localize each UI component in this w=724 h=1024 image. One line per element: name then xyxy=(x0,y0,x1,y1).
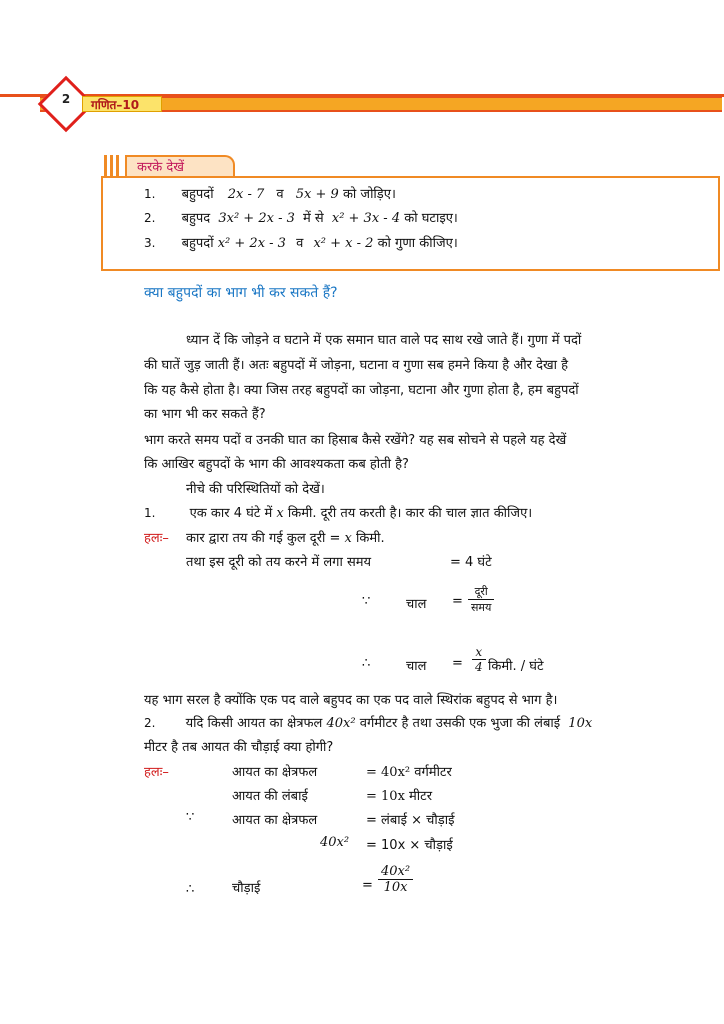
paragraph-line: नीचे की परिस्थितियों को देखें। xyxy=(186,482,325,497)
example-2-question-cont: मीटर है तब आयत की चौड़ाई क्या होगी? xyxy=(144,740,334,755)
fraction-x-over-4 xyxy=(472,645,486,674)
equals-sign: = xyxy=(452,656,463,671)
paragraph-line: का भाग भी कर सकते हैं? xyxy=(144,407,266,422)
solution-text: कार द्वारा तय की गई कुल दूरी = xyxy=(186,531,341,546)
item-expr: x² + 3x - 4 xyxy=(331,211,401,226)
item-expr: 2x - 7 xyxy=(227,187,265,202)
fraction-width xyxy=(378,864,413,895)
since-symbol: ∵ xyxy=(186,810,195,825)
since-symbol: ∵ xyxy=(362,594,371,609)
item-expr: x² + x - 2 xyxy=(313,236,374,251)
item-expr: 3x² + 2x - 3 xyxy=(218,211,295,226)
tab-stripe xyxy=(116,155,119,177)
item-text: को घटाइए। xyxy=(404,211,458,226)
example-number: 1. xyxy=(144,506,156,520)
solution-label: हलः– xyxy=(144,531,169,546)
page-number: 2 xyxy=(61,92,71,106)
row-lhs: 40x² xyxy=(320,835,350,850)
question-text: किमी. दूरी तय करती है। कार की चाल ज्ञात कीजिए। xyxy=(287,506,533,521)
paragraph-line: भाग करते समय पदों व उनकी घात का हिसाब कैसे रखेंगे? यह सब सोचने से पहले यह देखें xyxy=(144,433,567,448)
question-text: एक कार 4 घंटे में xyxy=(189,506,273,521)
row-rhs: = 10x × चौड़ाई xyxy=(366,838,453,853)
solution-line xyxy=(186,528,385,546)
math-expr: 10x xyxy=(568,716,593,731)
item-text: को गुणा कीजिए। xyxy=(377,236,458,251)
fraction-denominator: 4 xyxy=(475,660,483,674)
item-number: 2. xyxy=(144,211,156,225)
item-text: को जोड़िए। xyxy=(342,187,396,202)
row-rhs: = 10x मीटर xyxy=(366,789,433,804)
paragraph-line: की घातें जुड़ जाती हैं। अतः बहुपदों में जोड़ना, घटाना व गुणा सब हमने किया है और देखा है xyxy=(144,358,569,373)
item-number: 1. xyxy=(144,187,156,201)
fraction-denominator: 10x xyxy=(383,880,408,895)
activity-item-3 xyxy=(144,233,458,251)
math-expr: 40x² xyxy=(326,716,356,731)
therefore-symbol: ∴ xyxy=(186,882,195,897)
paragraph-line: कि यह कैसे होता है। क्या जिस तरह बहुपदों का जोड़ना, घटाना और गुणा होता है, हम बहुपदों xyxy=(144,383,579,398)
item-text: बहुपदों xyxy=(181,187,214,202)
item-text: में से xyxy=(303,211,324,226)
fraction-distance-time xyxy=(468,584,494,615)
item-expr: x² + 2x - 3 xyxy=(217,236,286,251)
paragraph-line: कि आखिर बहुपदों के भाग की आवश्यकता कब होती है? xyxy=(144,457,409,472)
fraction-numerator: x xyxy=(472,645,486,660)
item-number: 3. xyxy=(144,236,156,250)
solution-text: किमी. xyxy=(356,531,385,546)
book-title: गणित–10 xyxy=(82,96,162,112)
speed-label: चाल xyxy=(406,659,427,674)
tab-stripe xyxy=(104,155,107,177)
example-1-remark: यह भाग सरल है क्योंकि एक पद वाले बहुपद का एक पद वाले स्थिरांक बहुपद से भाग है। xyxy=(144,693,558,708)
row-rhs: = 40x² वर्गमीटर xyxy=(366,765,452,780)
fraction-denominator: समय xyxy=(471,601,492,614)
solution-line: तथा इस दूरी को तय करने में लगा समय xyxy=(186,555,372,570)
question-text: यदि किसी आयत का क्षेत्रफल xyxy=(185,716,323,731)
question-text: वर्गमीटर है तथा उसकी एक भुजा की लंबाई xyxy=(359,716,561,731)
tab-stripe xyxy=(110,155,113,177)
section-heading: क्या बहुपदों का भाग भी कर सकते हैं? xyxy=(144,285,338,301)
example-2-question xyxy=(144,713,592,731)
speed-label: चाल xyxy=(406,597,427,612)
solution-line: = 4 घंटे xyxy=(450,555,492,570)
activity-item-2 xyxy=(144,208,458,226)
equals-sign: = xyxy=(452,594,463,609)
row-lhs: आयत का क्षेत्रफल xyxy=(232,813,318,828)
therefore-symbol: ∴ xyxy=(362,656,371,671)
fraction-numerator: दूरी xyxy=(468,584,494,600)
equals-sign: = xyxy=(362,878,373,893)
math-var: x xyxy=(276,506,284,521)
row-lhs: आयत की लंबाई xyxy=(232,789,308,804)
math-var: x xyxy=(344,531,352,546)
fraction-numerator: 40x² xyxy=(378,864,413,880)
row-rhs: = लंबाई × चौड़ाई xyxy=(366,813,455,828)
example-number: 2. xyxy=(144,716,156,730)
solution-label: हलः– xyxy=(144,765,169,780)
speed-unit: किमी. / घंटे xyxy=(488,659,544,674)
paragraph-line: ध्यान दें कि जोड़ने व घटाने में एक समान घात वाले पद साथ रखे जाते हैं। गुणा में पदों xyxy=(186,333,582,348)
example-1-question xyxy=(144,503,532,521)
item-text: व xyxy=(276,187,284,202)
row-lhs: आयत का क्षेत्रफल xyxy=(232,765,318,780)
item-expr: 5x + 9 xyxy=(295,187,339,202)
item-text: व xyxy=(296,236,304,251)
width-label: चौड़ाई xyxy=(232,881,261,896)
item-text: बहुपदों xyxy=(181,236,214,251)
item-text: बहुपद xyxy=(181,211,211,226)
activity-title: करके देखें xyxy=(125,155,235,176)
activity-item-1 xyxy=(144,184,396,202)
